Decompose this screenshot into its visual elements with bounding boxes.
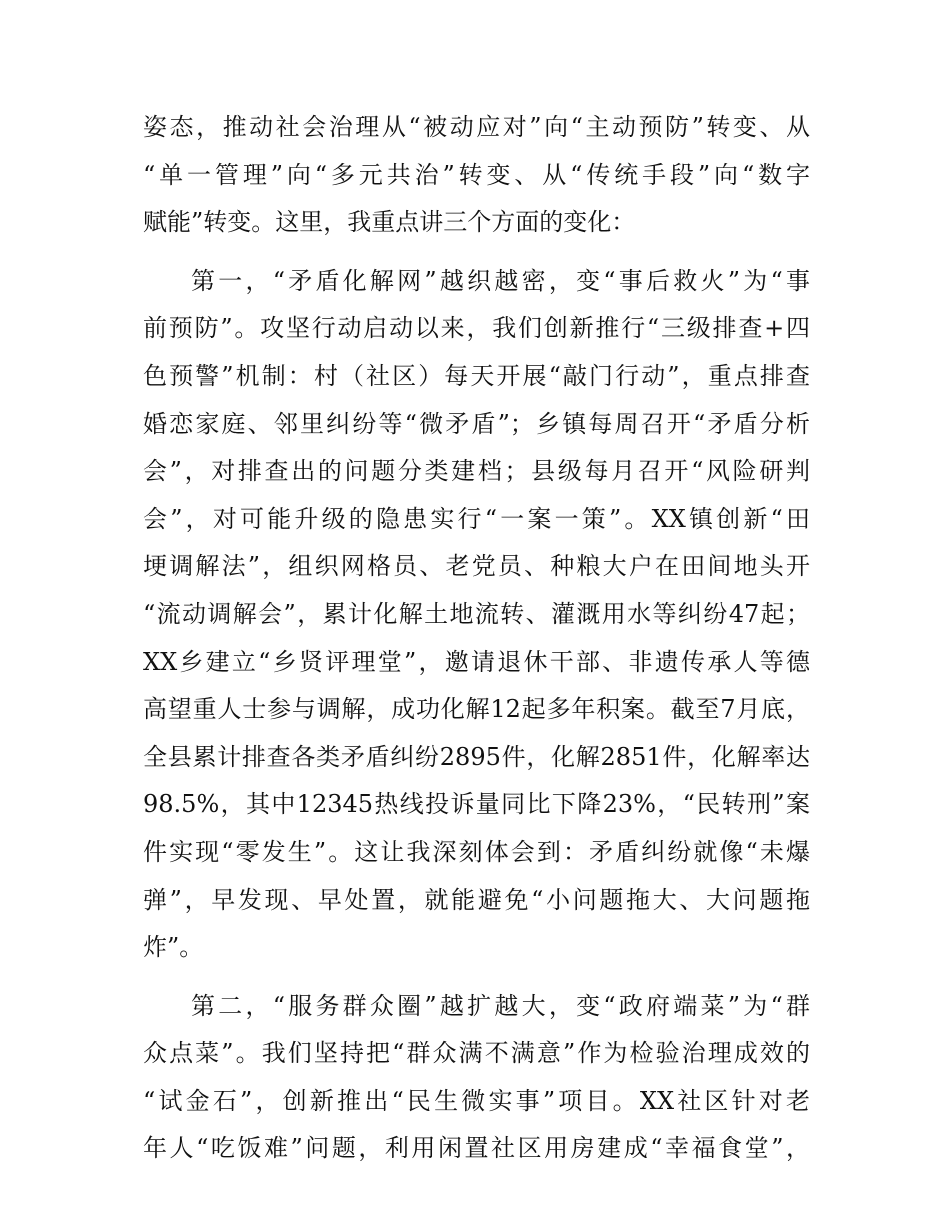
paragraph-gap (143, 972, 810, 983)
text-line: XX乡建立“乡贤评理堂”，邀请退休干部、非遗传承人等德 (143, 647, 810, 676)
text-line: 前预防”。攻坚行动启动以来，我们创新推行“三级排查+四 (143, 314, 810, 343)
text-line: 年人“吃饭难”问题，利用闲置社区用房建成“幸福食堂”， (143, 1134, 810, 1163)
text-line: “流动调解会”，累计化解土地流转、灌溉用水等纠纷47起； (143, 599, 810, 628)
text-line: “单一管理”向“多元共治”转变、从“传统手段”向“数字 (143, 160, 810, 189)
text-line: “试金石”，创新推出“民生微实事”项目。XX社区针对老 (143, 1086, 810, 1115)
text-line: 高望重人士参与调解，成功化解12起多年积案。截至7月底， (143, 695, 810, 724)
text-line: 赋能”转变。这里，我重点讲三个方面的变化： (143, 208, 636, 237)
paragraph-first (143, 258, 810, 972)
text-line: 色预警”机制：村（社区）每天开展“敲门行动”，重点排查 (143, 361, 810, 390)
text-line: 第二，“服务群众圈”越扩越大，变“政府端菜”为“群 (191, 991, 810, 1020)
paragraph-second (143, 983, 810, 1173)
paragraph-intro (143, 104, 810, 247)
text-line: 全县累计排查各类矛盾纠纷2895件，化解2851件，化解率达 (143, 742, 810, 771)
text-line: 弹”，早发现、早处置，就能避免“小问题拖大、大问题拖 (143, 885, 810, 914)
text-line: 98.5%，其中12345热线投诉量同比下降23%，“民转刑”案 (143, 790, 810, 819)
text-line: 炸”。 (143, 933, 204, 962)
text-line: 众点菜”。我们坚持把“群众满不满意”作为检验治理成效的 (143, 1039, 810, 1068)
text-line: 会”，对排查出的问题分类建档；县级每月召开“风险研判 (143, 457, 810, 486)
text-line: 埂调解法”，组织网格员、老党员、种粮大户在田间地头开 (143, 552, 810, 581)
paragraph-gap (143, 247, 810, 258)
text-line: 会”，对可能升级的隐患实行“一案一策”。XX镇创新“田 (143, 504, 810, 533)
text-line: 件实现“零发生”。这让我深刻体会到：矛盾纠纷就像“未爆 (143, 837, 810, 866)
text-line: 姿态，推动社会治理从“被动应对”向“主动预防”转变、从 (143, 113, 810, 141)
document-page (143, 104, 810, 1173)
text-line: 婚恋家庭、邻里纠纷等“微矛盾”；乡镇每周召开“矛盾分析 (143, 409, 810, 438)
text-line: 第一，“矛盾化解网”越织越密，变“事后救火”为“事 (191, 266, 810, 295)
